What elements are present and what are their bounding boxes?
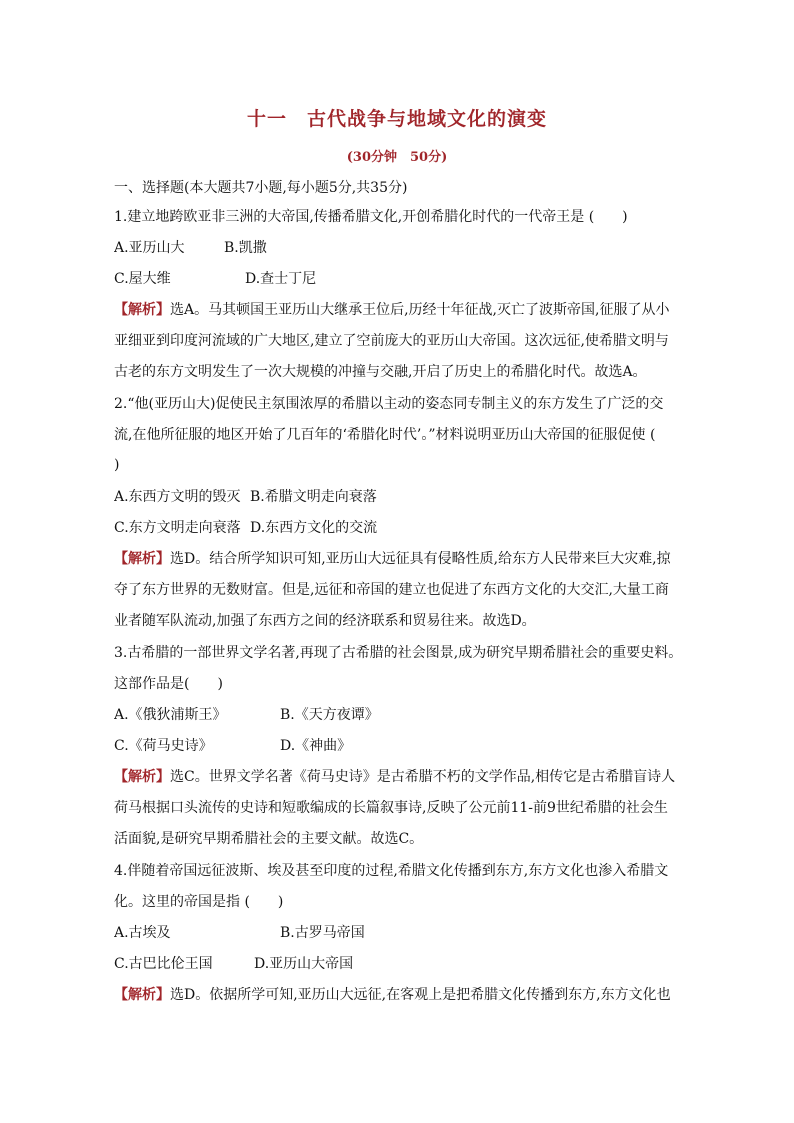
question-1-analysis-line-2: 亚细亚到印度河流域的广大地区,建立了空前庞大的亚历山大帝国。这次远征,使希腊文明与 <box>114 333 669 349</box>
question-2-stem-line-1: 2.“他(亚历山大)促使民主氛围浓厚的希腊以主动的姿态同专制主义的东方发生了广泛的交 <box>114 396 664 412</box>
question-3-options-row-1 <box>114 705 684 725</box>
question-3-analysis-line-2: 荷马根据口头流传的史诗和短歌编成的长篇叙事诗,反映了公元前11-前9世纪希腊的社会生 <box>114 800 668 816</box>
question-4-option-d: D.亚历山大帝国 <box>254 956 354 972</box>
question-3-options-row-2 <box>114 736 684 756</box>
question-3-option-b: B.《天方夜谭》 <box>280 707 379 723</box>
question-2-analysis-line-2: 夺了东方世界的无数财富。但是,远征和帝国的建立也促进了东西方文化的大交汇,大量工商 <box>114 582 669 598</box>
question-4-options-row-1 <box>114 923 684 943</box>
analysis-tag: 【解析】 <box>114 987 170 1003</box>
page-title: 十一 古代战争与地域文化的演变 <box>246 108 547 130</box>
question-1-analysis-line-1 <box>114 300 684 320</box>
question-4-analysis-line-1 <box>114 985 684 1005</box>
question-2-option-b: B.希腊文明走向衰落 <box>250 489 377 505</box>
question-4-option-a: A.古埃及 <box>114 925 171 941</box>
question-4-stem-line-1: 4.伴随着帝国远征波斯、埃及甚至印度的过程,希腊文化传播到东方,东方文化也渗入希腊文 <box>114 863 669 879</box>
analysis-tag: 【解析】 <box>114 769 170 785</box>
question-3-option-d: D.《神曲》 <box>280 738 352 754</box>
question-2-options-row-1 <box>114 487 684 507</box>
question-3-analysis-line-1 <box>114 767 684 787</box>
analysis-text: 选D。结合所学知识可知,亚历山大远征具有侵略性质,给东方人民带来巨大灾难,掠 <box>170 551 671 567</box>
section-heading: 一、选择题(本大题共7小题,每小题5分,共35分) <box>114 180 408 196</box>
question-1-analysis-line-3: 古老的东方文明发生了一次大规模的冲撞与交融,开启了历史上的希腊化时代。故选A。 <box>114 364 647 380</box>
question-1-option-d: D.查士丁尼 <box>245 271 317 287</box>
question-1-option-b: B.凯撒 <box>224 240 267 256</box>
analysis-tag: 【解析】 <box>114 302 170 318</box>
question-3-option-a: A.《俄狄浦斯王》 <box>114 707 227 723</box>
question-4-options-row-2 <box>114 954 684 974</box>
question-2-analysis-line-1 <box>114 549 684 569</box>
question-4-option-b: B.古罗马帝国 <box>280 925 365 941</box>
question-3-stem-line-2: 这部作品是( ) <box>114 676 223 692</box>
question-2-options-row-2 <box>114 518 684 538</box>
analysis-text: 选A。马其顿国王亚历山大继承王位后,历经十年征战,灭亡了波斯帝国,征服了从小 <box>170 302 670 318</box>
question-1-options-row-2 <box>114 269 684 289</box>
question-2-option-c: C.东方文明走向衰落 <box>114 520 241 536</box>
question-3-option-c: C.《荷马史诗》 <box>114 738 213 754</box>
question-1-options-row-1 <box>114 238 684 258</box>
question-2-option-d: D.东西方文化的交流 <box>250 520 378 536</box>
question-4-stem-line-2: 化。这里的帝国是指 ( ) <box>114 894 284 910</box>
question-1-stem: 1.建立地跨欧亚非三洲的大帝国,传播希腊文化,开创希腊化时代的一代帝王是 ( ) <box>114 209 628 225</box>
question-2-stem-line-2: 流,在他所征服的地区开始了几百年的‘希腊化时代’。”材料说明亚历山大帝国的征服促使 ( <box>114 427 656 443</box>
analysis-text: 选C。世界文学名著《荷马史诗》是古希腊不朽的文学作品,相传它是古希腊盲诗人 <box>170 769 676 785</box>
question-3-stem-line-1: 3.古希腊的一部世界文学名著,再现了古希腊的社会图景,成为研究早期希腊社会的重要史料。 <box>114 645 683 661</box>
question-1-option-a: A.亚历山大 <box>114 240 185 256</box>
question-2-option-a: A.东西方文明的毁灭 <box>114 489 241 505</box>
question-2-stem-line-3: ) <box>114 457 120 473</box>
question-1-option-c: C.屋大维 <box>114 271 171 287</box>
page-subtitle: (30分钟 50分) <box>346 150 448 165</box>
question-4-option-c: C.古巴比伦王国 <box>114 956 213 972</box>
question-2-analysis-line-3: 业者随军队流动,加强了东西方之间的经济联系和贸易往来。故选D。 <box>114 613 536 629</box>
question-3-analysis-line-3: 活面貌,是研究早期希腊社会的主要文献。故选C。 <box>114 831 424 847</box>
analysis-tag: 【解析】 <box>114 551 170 567</box>
analysis-text: 选D。依据所学可知,亚历山大远征,在客观上是把希腊文化传播到东方,东方文化也 <box>170 987 671 1003</box>
